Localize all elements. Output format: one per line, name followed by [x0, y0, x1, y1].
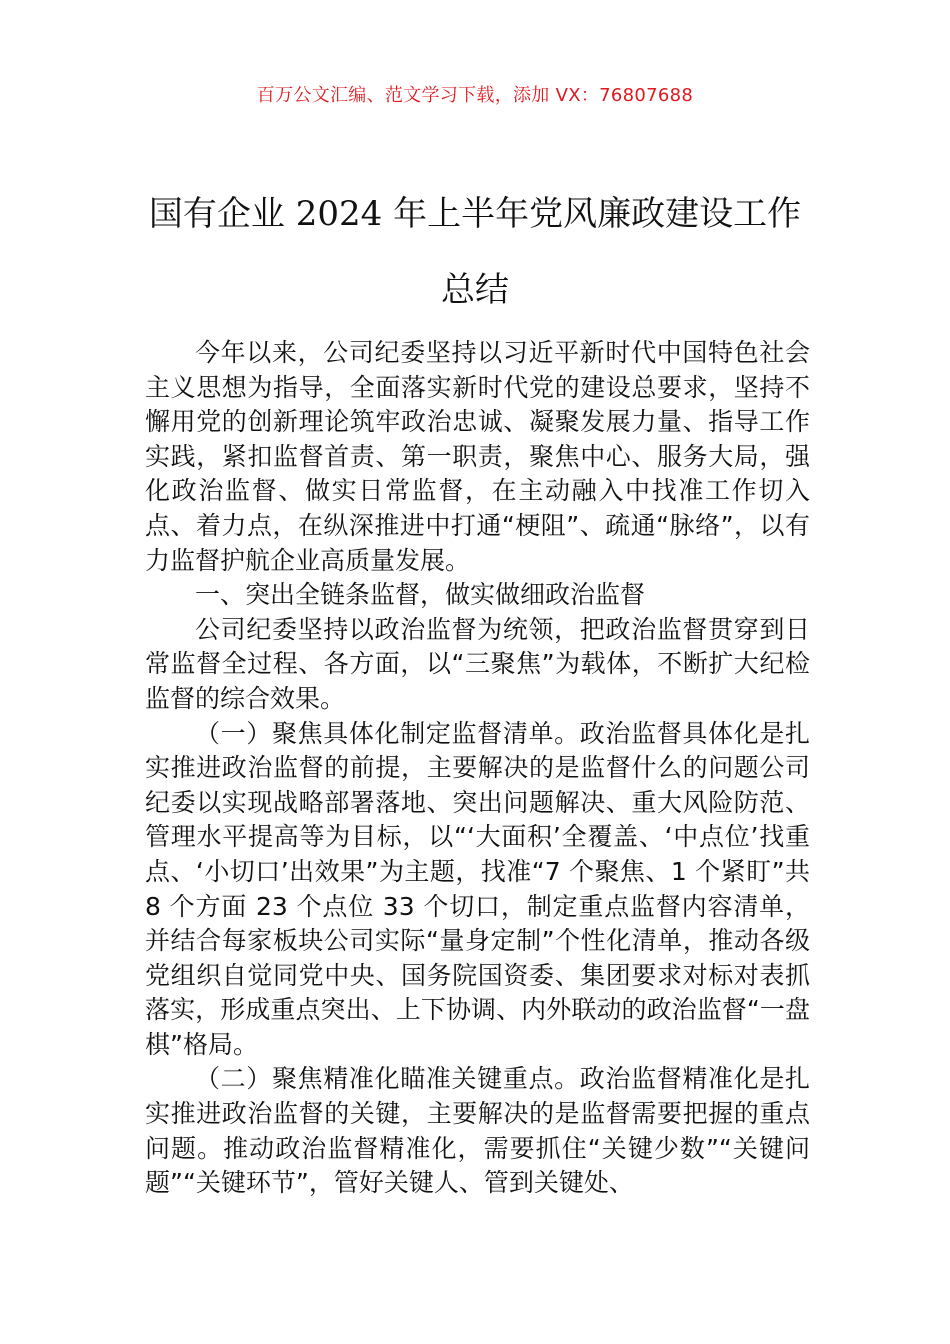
title-line-1: 国有企业 2024 年上半年党风廉政建设工作 [148, 194, 802, 234]
paragraph-subsection-1: （一）聚焦具体化制定监督清单。政治监督具体化是扎实推进政治监督的前提，主要解决的是监督什么的问题公司纪委以实现战略部署落地、突出问题解决、重大风险防范、管理水平提高等为目标，以“‘大面积’全覆盖、‘中点位’找重点、‘小切口’出效果”为主题，找准“7 个聚焦、1 个紧盯”共 8 个方面 23 个点位 33 个切口，制定重点监督内容清单，并结合每家板块公司实际“量身定制”个性化清单，推动各级党组织自觉同党中央、国务院国资委、集团要求对标对表抓落实，形成重点突出、上下协调、内外联动的政治监督“一盘棋”格局。 [145, 718, 810, 1059]
paragraph-section-1: 公司纪委坚持以政治监督为统领，把政治监督贯穿到日常监督全过程、各方面，以“三聚焦”为载体，不断扩大纪检监督的综合效果。 [145, 614, 810, 713]
section-heading-1: 一、突出全链条监督，做实做细政治监督 [195, 580, 646, 610]
header-note: 百万公文汇编、范文学习下载，添加 VX：76807688 [256, 85, 694, 106]
paragraph-intro: 今年以来，公司纪委坚持以习近平新时代中国特色社会主义思想为指导，全面落实新时代党的建设总要求，坚持不懈用党的创新理论筑牢政治忠诚、凝聚发展力量、指导工作实践，紧扣监督首责、第一职责，聚焦中心、服务大局，强化政治监督、做实日常监督，在主动融入中找准工作切入点、着力点，在纵深推进中打通“梗阻”、疏通“脉络”，以有力监督护航企业高质量发展。 [145, 338, 810, 575]
document-body [145, 336, 810, 1201]
document-title [120, 176, 830, 328]
title-line-2: 总结 [441, 270, 509, 310]
paragraph-subsection-2: （二）聚焦精准化瞄准关键重点。政治监督精准化是扎实推进政治监督的关键，主要解决的是监督需要把握的重点问题。推动政治监督精准化，需要抓住“关键少数”“关键问题”“关键环节”，管好关键人、管到关键处、 [145, 1064, 810, 1198]
